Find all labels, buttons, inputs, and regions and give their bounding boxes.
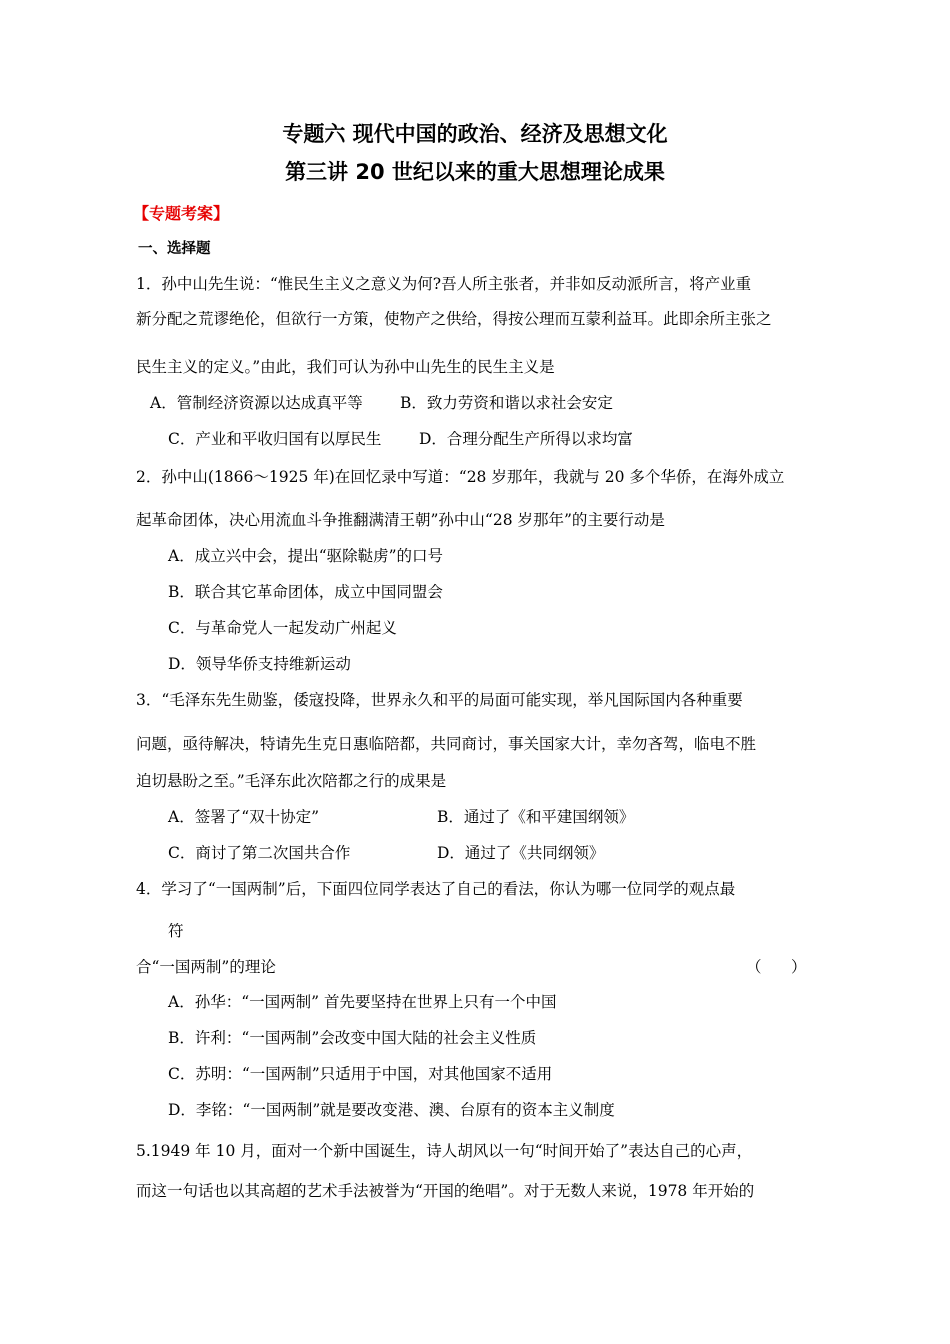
q4-line-1: 4．学习了“一国两制”后，下面四位同学表达了自己的看法，你认为哪一位同学的观点最 xyxy=(136,880,736,898)
part-header: 一、选择题 xyxy=(138,241,211,257)
q3-option-c: C．商讨了第二次国共合作 xyxy=(168,844,351,862)
q2-option-c: C．与革命党人一起发动广州起义 xyxy=(168,619,397,637)
q3-option-a: A．签署了“双十协定” xyxy=(168,808,320,826)
q4-option-d: D．李铭：“一国两制”就是要改变港、澳、台原有的资本主义制度 xyxy=(168,1101,615,1119)
q2-line-2: 起革命团体，决心用流血斗争推翻满清王朝”孙中山“28 岁那年”的主要行动是 xyxy=(136,511,665,529)
q1-option-b: B．致力劳资和谐以求社会安定 xyxy=(400,394,613,412)
doc-subtitle: 第三讲 20 世纪以来的重大思想理论成果 xyxy=(285,160,665,184)
q1-line-1: 1．孙中山先生说：“惟民生主义之意义为何?吾人所主张者，并非如反动派所言，将产业重 xyxy=(136,275,752,293)
q4-line-3: 合“一国两制”的理论 xyxy=(136,958,276,976)
q4-option-c: C．苏明：“一国两制”只适用于中国，对其他国家不适用 xyxy=(168,1065,553,1083)
q5-line-2: 而这一句话也以其高超的艺术手法被誉为“开国的绝唱”。对于无数人来说，1978 年开始的 xyxy=(136,1182,755,1200)
q1-line-2: 新分配之荒谬绝伦，但欲行一方策，使物产之供给，得按公理而互蒙利益耳。此即余所主张之 xyxy=(136,310,772,328)
q4-line-2: 符 xyxy=(168,922,184,940)
q4-option-a: A．孙华：“一国两制” 首先要坚持在世界上只有一个中国 xyxy=(168,993,557,1011)
q3-line-3: 迫切悬盼之至。”毛泽东此次陪都之行的成果是 xyxy=(136,772,447,790)
q1-option-c: C．产业和平收归国有以厚民生 xyxy=(168,430,382,448)
doc-title: 专题六 现代中国的政治、经济及思想文化 xyxy=(282,122,668,146)
q2-option-a: A．成立兴中会，提出“驱除鞑虏”的口号 xyxy=(168,547,444,565)
q3-line-1: 3．“毛泽东先生勋鉴，倭寇投降，世界永久和平的局面可能实现，举凡国际国内各种重要 xyxy=(136,691,743,709)
q1-option-a: A．管制经济资源以达成真平等 xyxy=(150,394,363,412)
q2-option-d: D．领导华侨支持维新运动 xyxy=(168,655,351,673)
q5-line-1: 5.1949 年 10 月，面对一个新中国诞生，诗人胡风以一句“时间开始了”表达自己的心声， xyxy=(136,1142,753,1160)
q2-line-1: 2．孙中山(1866～1925 年)在回忆录中写道：“28 岁那年，我就与 20 多个华侨，在海外成立 xyxy=(136,468,785,486)
q1-line-3: 民生主义的定义。”由此，我们可认为孙中山先生的民生主义是 xyxy=(136,358,555,376)
answer-parentheses: （ ） xyxy=(746,958,807,976)
q2-option-b: B．联合其它革命团体，成立中国同盟会 xyxy=(168,583,443,601)
q3-option-d: D．通过了《共同纲领》 xyxy=(437,844,605,862)
q3-line-2: 问题，亟待解决，特请先生克日惠临陪都，共同商讨，事关国家大计，幸勿吝驾，临电不胜 xyxy=(136,735,757,753)
section-header: 【专题考案】 xyxy=(133,204,230,223)
q1-option-d: D．合理分配生产所得以求均富 xyxy=(419,430,633,448)
q4-option-b: B．许利：“一国两制”会改变中国大陆的社会主义性质 xyxy=(168,1029,537,1047)
q3-option-b: B．通过了《和平建国纲领》 xyxy=(437,808,635,826)
